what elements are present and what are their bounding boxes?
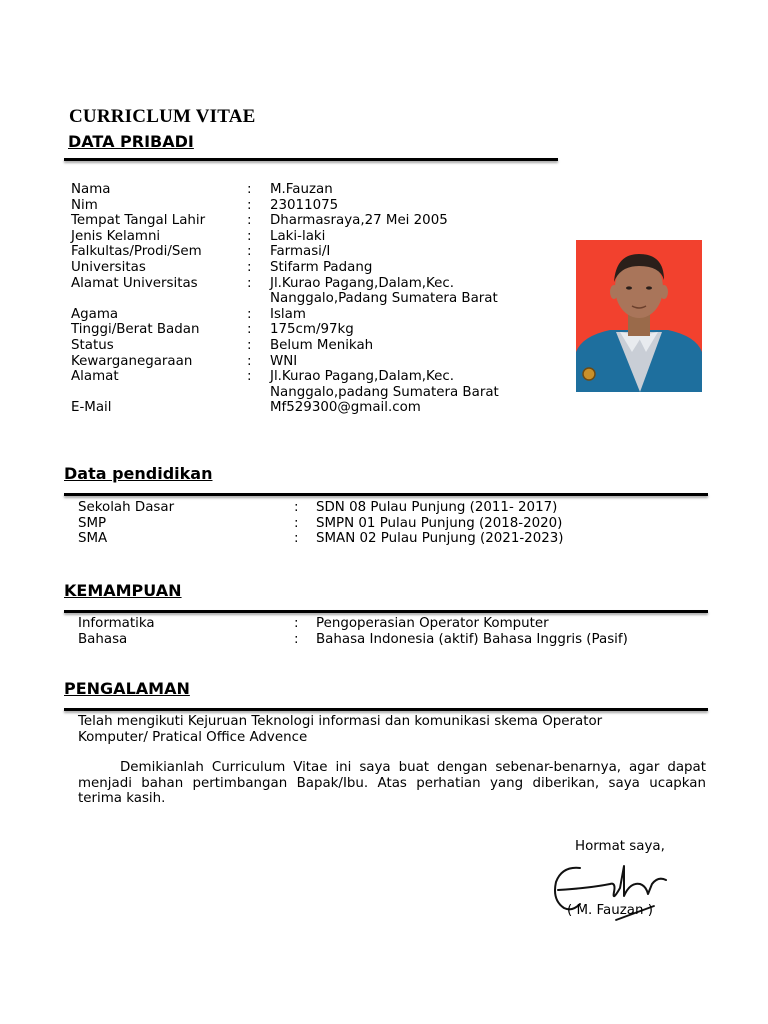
row-separator: : — [247, 369, 252, 385]
row-value: Mf529300@gmail.com — [270, 400, 421, 416]
row-value: Laki-laki — [270, 228, 326, 244]
row-label: Nim — [71, 197, 98, 213]
experience-line: Telah mengikuti Kejuruan Teknologi informasi dan komunikasi skema Operator — [78, 714, 603, 729]
closing-line: Demikianlah Curriculum Vitae ini saya buat dengan sebenar-benarnya, agar dapat — [120, 760, 706, 775]
row-value: Pengoperasian Operator Komputer — [316, 616, 549, 631]
experience-line: Komputer/ Pratical Office Advence — [78, 729, 308, 745]
row-label: Status — [71, 338, 114, 353]
row-value: 175cm/97kg — [270, 322, 354, 338]
row-value: SDN 08 Pulau Punjung (2011- 2017) — [316, 500, 558, 515]
row-separator: : — [294, 500, 299, 515]
row-separator: : — [247, 322, 252, 338]
section-rule — [64, 493, 708, 496]
section-heading-data-pribadi: DATA PRIBADI — [68, 132, 194, 151]
row-value: Stifarm Padang — [270, 260, 373, 275]
row-separator: : — [247, 213, 252, 229]
greeting-text: Hormat saya, — [575, 839, 665, 854]
row-value: 23011075 — [270, 197, 339, 213]
experience-text — [78, 714, 706, 745]
row-label: Agama — [71, 306, 119, 322]
section-heading-pengalaman: PENGALAMAN — [64, 679, 190, 698]
row-label: Informatika — [78, 616, 155, 631]
row-value: Belum Menikah — [270, 338, 374, 353]
profile-photo — [576, 240, 702, 392]
signatory-name: ( M. Fauzan ) — [567, 903, 653, 918]
row-label: Alamat — [71, 369, 119, 385]
closing-paragraph — [78, 760, 706, 807]
row-value: SMPN 01 Pulau Punjung (2018-2020) — [316, 515, 563, 531]
row-separator: : — [247, 338, 252, 353]
row-value: WNI — [270, 353, 298, 369]
row-value: SMAN 02 Pulau Punjung (2021-2023) — [316, 531, 564, 547]
row-label: Bahasa — [78, 631, 128, 647]
row-value: Jl.Kurao Pagang,Dalam,Kec. — [270, 369, 455, 385]
row-label: E-Mail — [71, 400, 112, 416]
row-value: Bahasa Indonesia (aktif) Bahasa Inggris (Pasif) — [316, 631, 628, 647]
row-value-continued: Nanggalo,Padang Sumatera Barat — [270, 291, 498, 307]
row-label: SMP — [78, 515, 107, 531]
row-separator: : — [247, 353, 252, 369]
section-heading-pendidikan: Data pendidikan — [64, 464, 213, 483]
row-separator: : — [247, 182, 252, 197]
row-label: Tempat Tangal Lahir — [71, 213, 206, 229]
row-label: Falkultas/Prodi/Sem — [71, 244, 202, 260]
row-label: Kewarganegaraan — [71, 353, 193, 369]
row-value: M.Fauzan — [270, 182, 333, 197]
section-rule — [64, 158, 558, 161]
row-separator: : — [294, 531, 299, 547]
row-label: Universitas — [71, 260, 146, 275]
row-value: Jl.Kurao Pagang,Dalam,Kec. — [270, 275, 455, 291]
section-heading-kemampuan: KEMAMPUAN — [64, 581, 182, 600]
row-separator: : — [247, 244, 252, 260]
section-rule — [64, 708, 708, 711]
row-value: Islam — [270, 306, 306, 322]
row-separator: : — [247, 260, 252, 275]
row-separator: : — [247, 275, 252, 291]
row-label: Tinggi/Berat Badan — [71, 322, 200, 338]
row-separator: : — [294, 515, 299, 531]
row-label: Nama — [71, 182, 111, 197]
section-rule — [64, 610, 708, 613]
row-separator: : — [247, 228, 252, 244]
row-separator: : — [247, 197, 252, 213]
row-label: Alamat Universitas — [71, 275, 198, 291]
portrait-image — [576, 240, 702, 392]
row-separator: : — [294, 616, 299, 631]
row-label: SMA — [78, 531, 108, 547]
row-label: Sekolah Dasar — [78, 500, 175, 515]
row-value-continued: Nanggalo,padang Sumatera Barat — [270, 384, 499, 400]
closing-line: terima kasih. — [78, 791, 166, 807]
document-title: CURRICLUM VITAE — [69, 106, 256, 127]
row-value: Dharmasraya,27 Mei 2005 — [270, 213, 448, 229]
row-label: Jenis Kelamni — [71, 228, 161, 244]
row-separator: : — [247, 306, 252, 322]
row-value: Farmasi/I — [270, 244, 331, 260]
closing-line: menjadi bahan pertimbangan Bapak/Ibu. Atas perhatian yang diberikan, saya ucapkan — [78, 775, 706, 791]
row-separator: : — [294, 631, 299, 647]
